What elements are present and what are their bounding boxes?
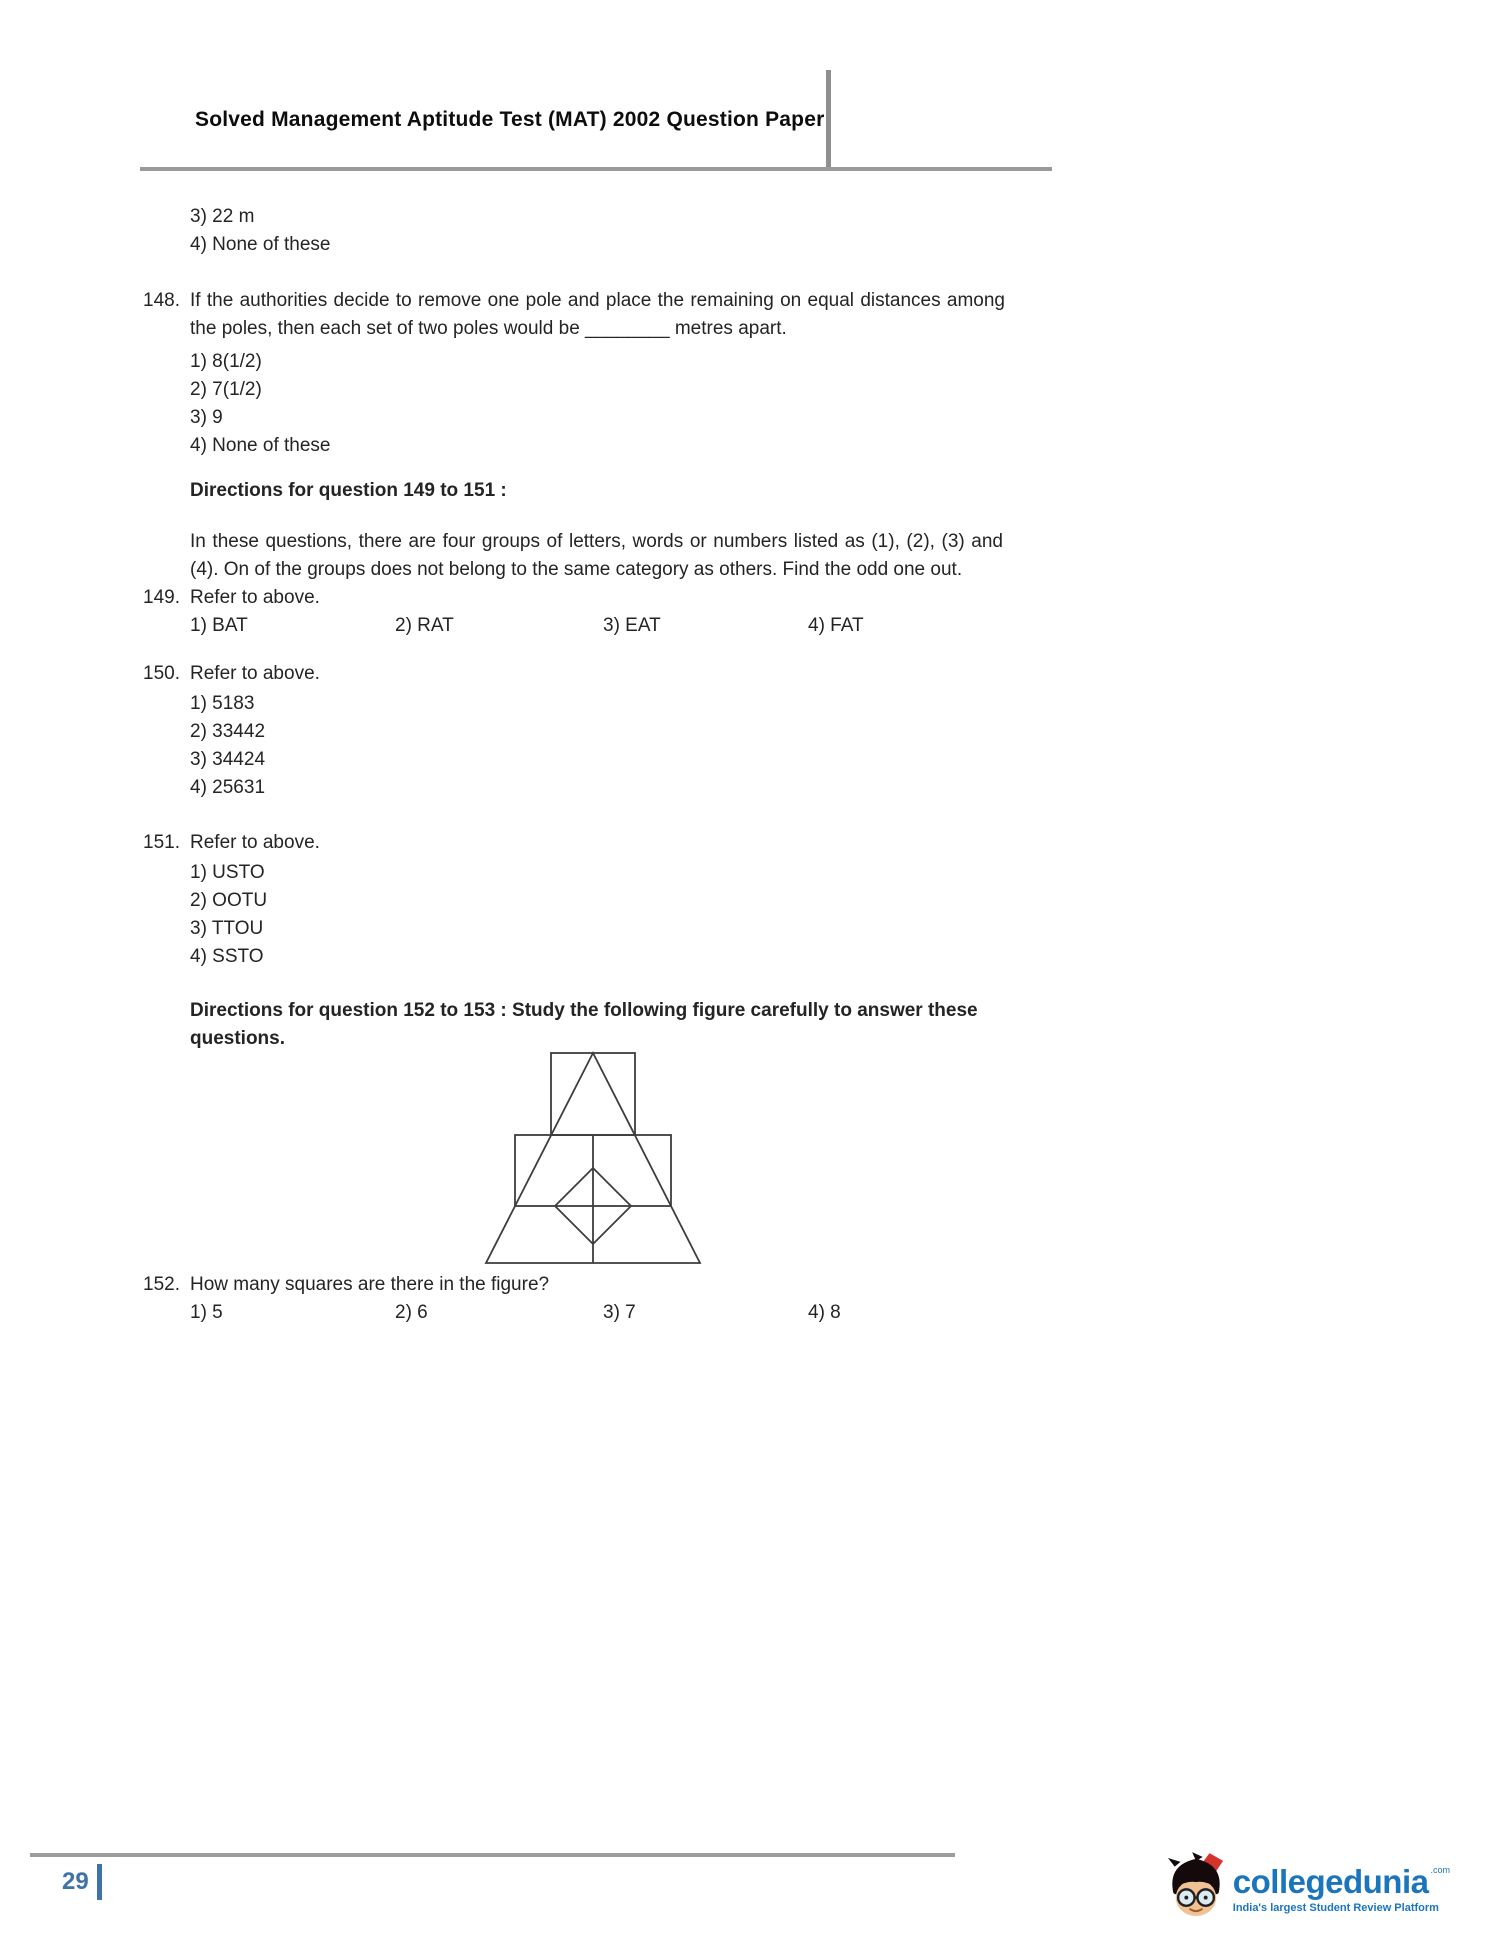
question-151-text: Refer to above. — [190, 832, 320, 853]
question-149 — [143, 584, 1005, 612]
question-150-text: Refer to above. — [190, 663, 320, 684]
question-149-number: 149. — [143, 587, 180, 608]
page-title: Solved Management Aptitude Test (MAT) 2002 Question Paper — [195, 108, 825, 131]
header-vertical-rule — [826, 70, 831, 170]
question-149-options — [190, 612, 1005, 640]
page-number-bar — [97, 1864, 102, 1900]
geometry-figure — [478, 1045, 1005, 1271]
option: 3) 34424 — [190, 749, 266, 770]
page-number — [62, 1864, 102, 1900]
page-number-value: 29 — [62, 1868, 89, 1895]
collegedunia-mascot-icon — [1167, 1851, 1225, 1927]
option: 2) 6 — [395, 1302, 428, 1323]
option: 2) 7(1/2) — [190, 379, 262, 400]
question-151 — [143, 829, 1005, 857]
question-152-options — [190, 1299, 1005, 1327]
question-151-number: 151. — [143, 832, 180, 853]
option: 4) SSTO — [190, 946, 264, 967]
option: 3) 9 — [190, 407, 223, 428]
question-152 — [143, 1271, 1005, 1299]
option: 4) 25631 — [190, 777, 266, 798]
option: 4) None of these — [190, 435, 331, 456]
figure-top-square — [551, 1053, 635, 1135]
option: 4) FAT — [808, 615, 864, 636]
option: 2) OOTU — [190, 890, 268, 911]
collegedunia-tagline: India's largest Student Review Platform — [1232, 1901, 1439, 1914]
option: 2) 33442 — [190, 721, 266, 742]
question-152-number: 152. — [143, 1274, 180, 1295]
question-150 — [143, 660, 1005, 688]
option: 1) 8(1/2) — [190, 351, 262, 372]
option: 3) 7 — [603, 1302, 636, 1323]
directions-149-151-body: In these questions, there are four groups of letters, words or numbers listed as (1), (2), (3) and (4). On of the groups does not belong to the same category as others. Find the odd one out. — [190, 531, 1003, 580]
question-150-number: 150. — [143, 663, 180, 684]
header-divider — [140, 167, 1052, 171]
question-148-text: If the authorities decide to remove one pole and place the remaining on equal distances among the poles, then each set of two poles would be ________ metres apart. — [190, 290, 1005, 339]
question-148-number: 148. — [143, 290, 180, 311]
option: 4) 8 — [808, 1302, 841, 1323]
option: 2) RAT — [395, 615, 454, 636]
option: 1) 5183 — [190, 693, 255, 714]
carryover-option-4: 4) None of these — [190, 234, 331, 255]
directions-149-151-heading: Directions for question 149 to 151 : — [190, 480, 507, 501]
footer-divider — [30, 1853, 955, 1857]
question-151-options — [143, 859, 1005, 971]
collegedunia-brand-domain: .com — [1430, 1864, 1450, 1875]
question-148 — [143, 287, 1005, 343]
collegedunia-brand-name: collegedunia — [1232, 1862, 1429, 1900]
collegedunia-logo — [1167, 1851, 1450, 1927]
question-152-text: How many squares are there in the figure? — [190, 1274, 550, 1295]
option: 1) 5 — [190, 1302, 223, 1323]
option: 3) EAT — [603, 615, 661, 636]
question-150-options — [143, 690, 1005, 802]
question-148-options — [143, 348, 1005, 460]
directions-152-153-heading: Directions for question 152 to 153 : Study the following figure carefully to answer these questions. — [190, 1000, 978, 1049]
question-149-text: Refer to above. — [190, 587, 320, 608]
option: 3) TTOU — [190, 918, 264, 939]
collegedunia-logo-text — [1232, 1862, 1450, 1914]
option: 1) USTO — [190, 862, 265, 883]
question-content — [143, 196, 1005, 1327]
option: 1) BAT — [190, 615, 248, 636]
carryover-option-3: 3) 22 m — [190, 206, 255, 227]
